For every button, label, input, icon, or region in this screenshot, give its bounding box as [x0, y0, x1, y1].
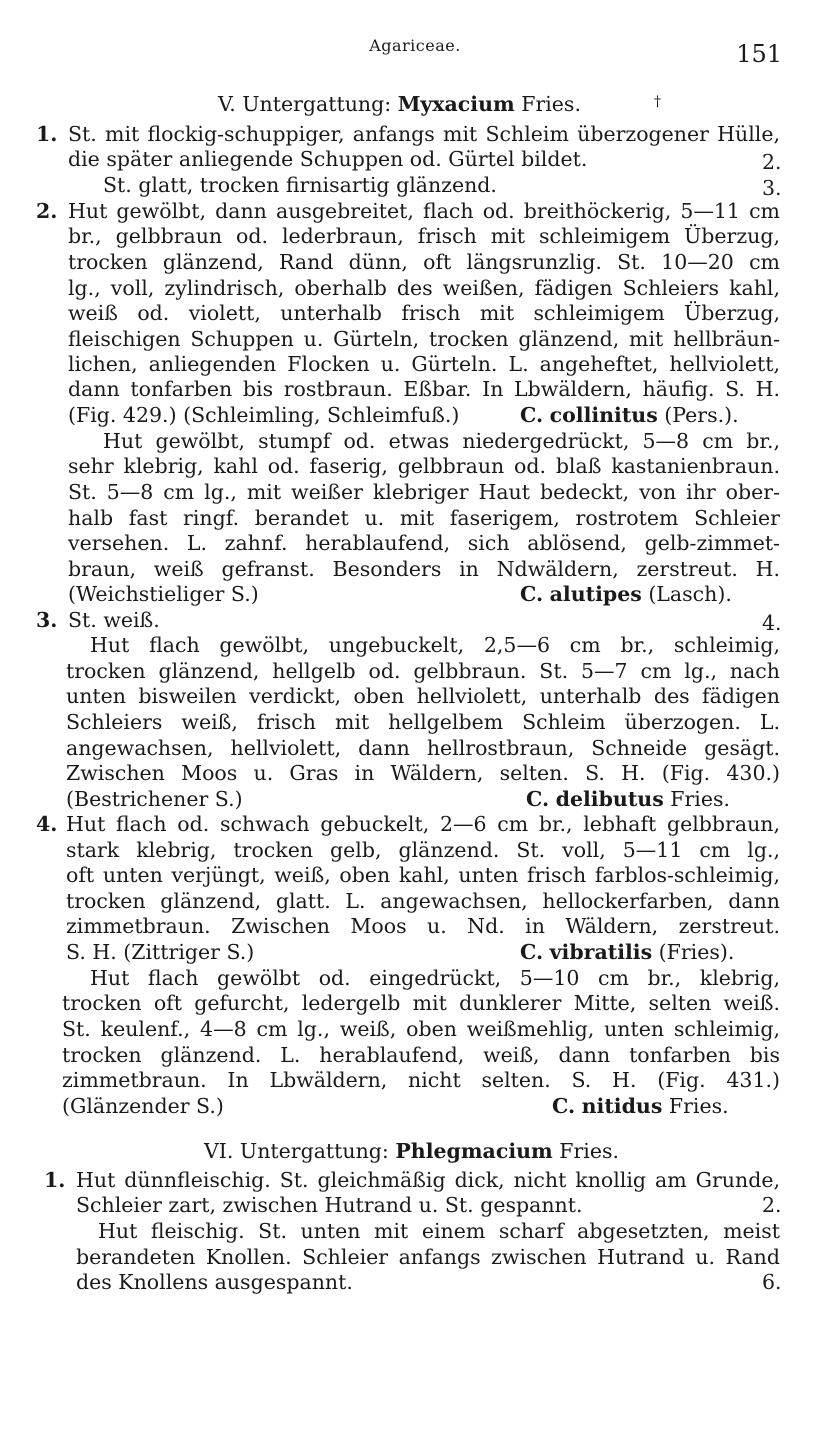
section-heading-v: [218, 92, 581, 117]
section-heading-vi: [204, 1139, 619, 1164]
text-line: Schleier zart, zwischen Hutrand u. St. gespannt.: [76, 1193, 583, 1217]
text-line: St. glatt, trocken firnisartig glänzend.: [103, 173, 497, 197]
section-heading-genus: Phlegmacium: [395, 1139, 553, 1163]
text-line: trocken glänzend, glatt. L. angewachsen, hellockerfarben, dann: [66, 889, 780, 913]
text-line: trocken oft gefurcht, ledergelb mit dunklerer Mitte, selten weiß.: [62, 991, 780, 1015]
species-author: (Pers.).: [664, 403, 739, 427]
text-line: Hut flach gewölbt od. eingedrückt, 5—10 cm br., klebrig,: [90, 966, 780, 990]
text-line: braun, weiß gefranst. Besonders in Ndwäldern, zerstreut. H.: [68, 557, 780, 581]
section-heading-prefix: V. Untergattung:: [218, 92, 392, 116]
text-line: trocken glänzend. L. herablaufend, weiß, dann tonfarben bis: [62, 1043, 780, 1067]
text-line: St. keulenf., 4—8 cm lg., weiß, oben weißmehlig, unten schleimig,: [62, 1017, 780, 1041]
text-line: weiß od. violett, unterhalb frisch mit schleimigem Überzug,: [68, 301, 780, 325]
species-genus: C.: [526, 787, 550, 811]
text-line: berandeten Knollen. Schleier anfangs zwischen Hutrand u. Rand: [76, 1245, 780, 1269]
species-name: [520, 403, 739, 428]
species-name: [552, 1094, 729, 1119]
couplet-ref: 3.: [762, 176, 782, 200]
couplet-number: 1.: [44, 1168, 66, 1192]
couplet-ref: 4.: [762, 611, 782, 635]
stray-mark: †: [654, 94, 661, 110]
species-name: [520, 940, 734, 965]
section-heading-genus: Myxacium: [397, 92, 515, 116]
text-line: lichen, anliegenden Flocken u. Gürteln. L. angeheftet, hellviolett,: [68, 352, 780, 376]
species-genus: C.: [520, 403, 544, 427]
text-line: (Fig. 429.) (Schleimling, Schleimfuß.): [68, 403, 460, 427]
couplet-number: 4.: [36, 812, 58, 836]
text-line: St. mit flockig-schuppiger, anfangs mit Schleim überzogener Hülle,: [68, 122, 780, 146]
species-epithet: nitidus: [581, 1094, 663, 1118]
text-line: unten bisweilen verdickt, oben hellviolett, unterhalb des fädigen: [66, 684, 780, 708]
text-line: (Glänzender S.): [62, 1094, 224, 1118]
species-genus: C.: [520, 582, 544, 606]
text-line: Hut gewölbt, dann ausgebreitet, flach od. breithöckerig, 5—11 cm: [68, 199, 780, 223]
text-line: angewachsen, hellviolett, dann hellrostbraun, Schneide gesägt.: [66, 736, 780, 760]
text-line: Hut flach gewölbt, ungebuckelt, 2,5—6 cm br., schleimig,: [90, 633, 780, 657]
text-line: zimmetbraun. In Lbwäldern, nicht selten. S. H. (Fig. 431.): [62, 1068, 780, 1092]
text-line: des Knollens ausgespannt.: [76, 1270, 353, 1294]
text-line: fleischigen Schuppen u. Gürteln, trocken glänzend, mit hellbräun-: [68, 327, 780, 351]
text-line: zimmetbraun. Zwischen Moos u. Nd. in Wäldern, zerstreut.: [66, 914, 780, 938]
text-line: Hut gewölbt, stumpf od. etwas niedergedrückt, 5—8 cm br.,: [103, 429, 780, 453]
text-line: (Bestrichener S.): [66, 787, 243, 811]
text-line: St. weiß.: [68, 608, 160, 632]
text-line: stark klebrig, trocken gelb, glänzend. St. voll, 5—11 cm lg.,: [66, 838, 780, 862]
couplet-number: 3.: [36, 608, 58, 632]
text-line: Hut fleischig. St. unten mit einem scharf abgesetzten, meist: [98, 1219, 780, 1243]
section-heading-prefix: VI. Untergattung:: [204, 1139, 389, 1163]
page-number: 151: [736, 40, 782, 68]
text-line: dann tonfarben bis rostbraun. Eßbar. In Lbwäldern, häufig. S. H.: [68, 377, 780, 401]
species-author: Fries.: [670, 787, 731, 811]
text-line: trocken glänzend, hellgelb od. gelbbraun. St. 5—7 cm lg., nach: [66, 659, 780, 683]
species-author: (Lasch).: [648, 582, 732, 606]
text-line: (Weichstieliger S.): [68, 582, 259, 606]
text-line: lg., voll, zylindrisch, oberhalb des weißen, fädigen Schleiers kahl,: [68, 276, 780, 300]
text-line: oft unten verjüngt, weiß, oben kahl, unten frisch farblos-schleimig,: [66, 863, 780, 887]
species-genus: C.: [520, 940, 544, 964]
text-line: versehen. L. zahnf. herablaufend, sich ablösend, gelb-zimmet-: [68, 531, 780, 555]
couplet-number: 2.: [36, 199, 58, 223]
running-header: Agariceae.: [369, 36, 461, 55]
text-line: die später anliegende Schuppen od. Gürtel bildet.: [68, 147, 588, 171]
couplet-ref: 2.: [762, 150, 782, 174]
text-line: Hut dünnfleischig. St. gleichmäßig dick, nicht knollig am Grunde,: [76, 1168, 780, 1192]
species-author: (Fries).: [658, 940, 735, 964]
section-heading-author: Fries.: [559, 1139, 619, 1163]
species-epithet: delibutus: [555, 787, 664, 811]
text-line: halb fast ringf. berandet u. mit faserigem, rostrotem Schleier: [68, 506, 780, 530]
couplet-ref: 2.: [762, 1193, 782, 1217]
species-name: [526, 787, 730, 812]
section-heading-author: Fries.: [521, 92, 581, 116]
text-line: trocken glänzend, Rand dünn, oft längsrunzlig. St. 10—20 cm: [68, 250, 780, 274]
text-line: Zwischen Moos u. Gras in Wäldern, selten. S. H. (Fig. 430.): [66, 761, 780, 785]
text-line: Hut flach od. schwach gebuckelt, 2—6 cm br., lebhaft gelbbraun,: [66, 812, 780, 836]
text-line: St. 5—8 cm lg., mit weißer klebriger Haut bedeckt, von ihr ober-: [68, 480, 780, 504]
species-epithet: vibratilis: [549, 940, 653, 964]
couplet-ref: 6.: [762, 1270, 782, 1294]
species-epithet: alutipes: [549, 582, 642, 606]
species-genus: C.: [552, 1094, 576, 1118]
text-line: S. H. (Zittriger S.): [66, 940, 255, 964]
couplet-number: 1.: [36, 122, 58, 146]
text-line: sehr klebrig, kahl od. faserig, gelbbraun od. blaß kastanienbraun.: [68, 454, 780, 478]
species-author: Fries.: [668, 1094, 729, 1118]
text-line: Schleiers weiß, frisch mit hellgelbem Schleim überzogen. L.: [66, 710, 780, 734]
text-line: br., gelbbraun od. lederbraun, frisch mit schleimigem Überzug,: [68, 224, 780, 248]
species-name: [520, 582, 732, 607]
species-epithet: collinitus: [549, 403, 658, 427]
